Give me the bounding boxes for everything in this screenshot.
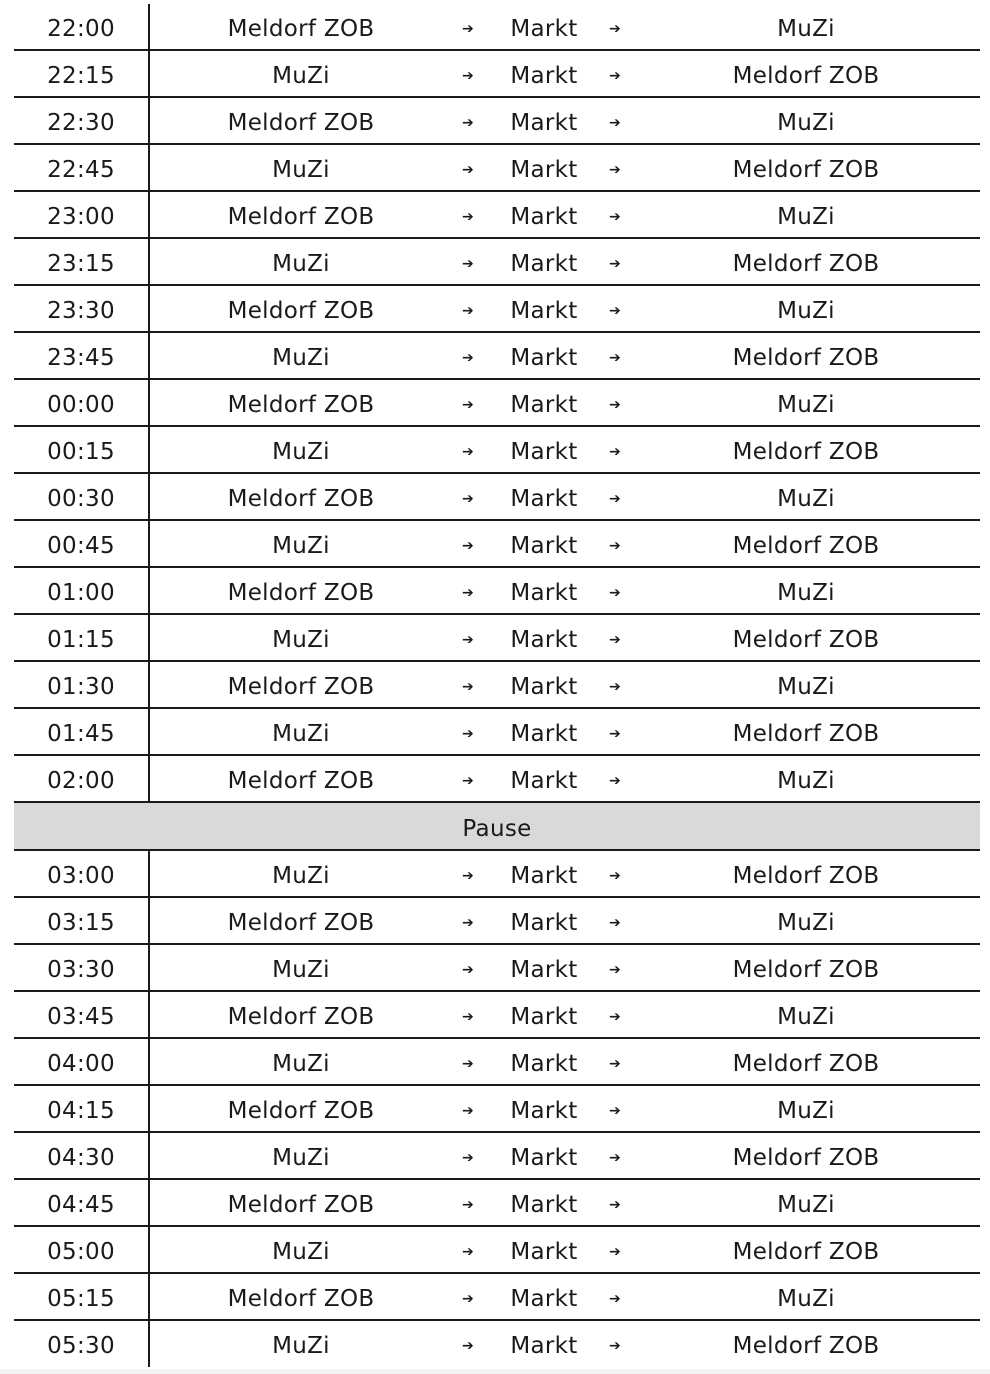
origin-stop: Meldorf ZOB (227, 1192, 375, 1218)
arrow-icon: ➔ (608, 538, 622, 554)
schedule-row (14, 851, 980, 898)
via-stop: Markt (510, 533, 578, 559)
departure-time: 04:00 (14, 1039, 150, 1086)
arrow-icon: ➔ (608, 1338, 622, 1354)
via-stop: Markt (510, 1239, 578, 1265)
arrow-icon: ➔ (461, 256, 475, 272)
destination-stop: MuZi (777, 204, 835, 230)
origin-stop: Meldorf ZOB (227, 110, 375, 136)
destination-stop: MuZi (777, 298, 835, 324)
arrow-icon: ➔ (608, 1291, 622, 1307)
destination-stop: MuZi (777, 16, 835, 42)
origin-stop: MuZi (272, 957, 330, 983)
via-stop: Markt (510, 627, 578, 653)
destination-stop: MuZi (777, 674, 835, 700)
destination-stop: Meldorf ZOB (732, 251, 880, 277)
departure-time: 03:15 (14, 898, 150, 945)
via-stop: Markt (510, 1051, 578, 1077)
arrow-icon: ➔ (461, 397, 475, 413)
destination-stop: Meldorf ZOB (732, 957, 880, 983)
origin-stop: Meldorf ZOB (227, 486, 375, 512)
destination-stop: Meldorf ZOB (732, 721, 880, 747)
schedule-row (14, 898, 980, 945)
schedule-row (14, 51, 980, 98)
schedule-row (14, 333, 980, 380)
arrow-icon: ➔ (461, 162, 475, 178)
arrow-icon: ➔ (461, 538, 475, 554)
arrow-icon: ➔ (608, 303, 622, 319)
departure-time: 02:00 (14, 756, 150, 803)
via-stop: Markt (510, 910, 578, 936)
schedule-row (14, 98, 980, 145)
via-stop: Markt (510, 486, 578, 512)
destination-stop: MuZi (777, 486, 835, 512)
origin-stop: Meldorf ZOB (227, 580, 375, 606)
departure-time: 22:45 (14, 145, 150, 192)
arrow-icon: ➔ (608, 350, 622, 366)
origin-stop: MuZi (272, 439, 330, 465)
origin-stop: MuZi (272, 63, 330, 89)
arrow-icon: ➔ (608, 679, 622, 695)
destination-stop: Meldorf ZOB (732, 157, 880, 183)
destination-stop: MuZi (777, 768, 835, 794)
arrow-icon: ➔ (608, 256, 622, 272)
arrow-icon: ➔ (461, 21, 475, 37)
schedule-row (14, 239, 980, 286)
origin-stop: Meldorf ZOB (227, 1286, 375, 1312)
origin-stop: Meldorf ZOB (227, 910, 375, 936)
departure-time: 03:30 (14, 945, 150, 992)
via-stop: Markt (510, 1004, 578, 1030)
arrow-icon: ➔ (461, 915, 475, 931)
departure-time: 22:00 (14, 4, 150, 51)
via-stop: Markt (510, 957, 578, 983)
arrow-icon: ➔ (608, 585, 622, 601)
arrow-icon: ➔ (608, 632, 622, 648)
schedule-row (14, 615, 980, 662)
schedule-row (14, 1133, 980, 1180)
departure-time: 01:45 (14, 709, 150, 756)
origin-stop: MuZi (272, 863, 330, 889)
via-stop: Markt (510, 863, 578, 889)
origin-stop: Meldorf ZOB (227, 1004, 375, 1030)
schedule-row (14, 521, 980, 568)
departure-time: 01:30 (14, 662, 150, 709)
departure-time: 05:00 (14, 1227, 150, 1274)
schedule-row (14, 145, 980, 192)
arrow-icon: ➔ (461, 1103, 475, 1119)
origin-stop: Meldorf ZOB (227, 204, 375, 230)
schedule-row (14, 192, 980, 239)
arrow-icon: ➔ (461, 1009, 475, 1025)
arrow-icon: ➔ (461, 350, 475, 366)
schedule-row (14, 286, 980, 333)
departure-time: 23:00 (14, 192, 150, 239)
schedule-row (14, 1039, 980, 1086)
departure-time: 23:45 (14, 333, 150, 380)
arrow-icon: ➔ (461, 68, 475, 84)
schedule-row (14, 4, 980, 51)
arrow-icon: ➔ (461, 679, 475, 695)
via-stop: Markt (510, 1192, 578, 1218)
departure-time: 01:15 (14, 615, 150, 662)
origin-stop: MuZi (272, 345, 330, 371)
arrow-icon: ➔ (608, 444, 622, 460)
via-stop: Markt (510, 110, 578, 136)
via-stop: Markt (510, 204, 578, 230)
schedule-row (14, 992, 980, 1039)
origin-stop: Meldorf ZOB (227, 16, 375, 42)
schedule-row (14, 1274, 980, 1321)
via-stop: Markt (510, 721, 578, 747)
via-stop: Markt (510, 345, 578, 371)
departure-time: 04:45 (14, 1180, 150, 1227)
departure-time: 00:00 (14, 380, 150, 427)
destination-stop: Meldorf ZOB (732, 1145, 880, 1171)
arrow-icon: ➔ (608, 1056, 622, 1072)
origin-stop: Meldorf ZOB (227, 298, 375, 324)
schedule-section-before-pause (14, 4, 980, 803)
departure-time: 04:30 (14, 1133, 150, 1180)
schedule-row (14, 380, 980, 427)
schedule-row (14, 1086, 980, 1133)
schedule-section-after-pause (14, 851, 980, 1367)
arrow-icon: ➔ (461, 1197, 475, 1213)
arrow-icon: ➔ (608, 915, 622, 931)
arrow-icon: ➔ (461, 773, 475, 789)
via-stop: Markt (510, 1333, 578, 1359)
arrow-icon: ➔ (461, 209, 475, 225)
origin-stop: Meldorf ZOB (227, 392, 375, 418)
via-stop: Markt (510, 251, 578, 277)
origin-stop: Meldorf ZOB (227, 1098, 375, 1124)
origin-stop: MuZi (272, 533, 330, 559)
arrow-icon: ➔ (461, 1056, 475, 1072)
origin-stop: Meldorf ZOB (227, 674, 375, 700)
origin-stop: MuZi (272, 1333, 330, 1359)
arrow-icon: ➔ (608, 962, 622, 978)
destination-stop: Meldorf ZOB (732, 863, 880, 889)
arrow-icon: ➔ (608, 1150, 622, 1166)
schedule-row (14, 1321, 980, 1367)
arrow-icon: ➔ (461, 444, 475, 460)
schedule-row (14, 662, 980, 709)
via-stop: Markt (510, 157, 578, 183)
destination-stop: Meldorf ZOB (732, 345, 880, 371)
arrow-icon: ➔ (608, 773, 622, 789)
destination-stop: MuZi (777, 392, 835, 418)
via-stop: Markt (510, 1286, 578, 1312)
destination-stop: Meldorf ZOB (732, 533, 880, 559)
arrow-icon: ➔ (608, 21, 622, 37)
origin-stop: MuZi (272, 1145, 330, 1171)
arrow-icon: ➔ (608, 1197, 622, 1213)
via-stop: Markt (510, 63, 578, 89)
arrow-icon: ➔ (608, 209, 622, 225)
arrow-icon: ➔ (461, 962, 475, 978)
origin-stop: MuZi (272, 251, 330, 277)
pause-row: Pause (14, 803, 980, 851)
page-bottom-strip (0, 1369, 990, 1374)
via-stop: Markt (510, 16, 578, 42)
schedule-row (14, 756, 980, 803)
origin-stop: MuZi (272, 1051, 330, 1077)
schedule-row (14, 474, 980, 521)
destination-stop: MuZi (777, 910, 835, 936)
departure-time: 00:30 (14, 474, 150, 521)
departure-time: 22:15 (14, 51, 150, 98)
origin-stop: MuZi (272, 157, 330, 183)
destination-stop: Meldorf ZOB (732, 1239, 880, 1265)
origin-stop: MuZi (272, 1239, 330, 1265)
via-stop: Markt (510, 580, 578, 606)
destination-stop: MuZi (777, 1192, 835, 1218)
arrow-icon: ➔ (608, 491, 622, 507)
schedule-table (14, 4, 980, 1367)
arrow-icon: ➔ (461, 115, 475, 131)
departure-time: 23:15 (14, 239, 150, 286)
schedule-row (14, 945, 980, 992)
destination-stop: Meldorf ZOB (732, 1051, 880, 1077)
destination-stop: Meldorf ZOB (732, 439, 880, 465)
via-stop: Markt (510, 439, 578, 465)
arrow-icon: ➔ (461, 868, 475, 884)
via-stop: Markt (510, 674, 578, 700)
departure-time: 01:00 (14, 568, 150, 615)
arrow-icon: ➔ (461, 585, 475, 601)
origin-stop: Meldorf ZOB (227, 768, 375, 794)
arrow-icon: ➔ (608, 162, 622, 178)
departure-time: 04:15 (14, 1086, 150, 1133)
arrow-icon: ➔ (608, 1009, 622, 1025)
arrow-icon: ➔ (608, 726, 622, 742)
schedule-row (14, 1180, 980, 1227)
arrow-icon: ➔ (461, 1244, 475, 1260)
schedule-row (14, 709, 980, 756)
arrow-icon: ➔ (608, 868, 622, 884)
departure-time: 05:30 (14, 1321, 150, 1367)
arrow-icon: ➔ (461, 1150, 475, 1166)
departure-time: 00:15 (14, 427, 150, 474)
arrow-icon: ➔ (461, 303, 475, 319)
destination-stop: MuZi (777, 110, 835, 136)
destination-stop: Meldorf ZOB (732, 1333, 880, 1359)
arrow-icon: ➔ (461, 726, 475, 742)
arrow-icon: ➔ (461, 632, 475, 648)
arrow-icon: ➔ (461, 491, 475, 507)
destination-stop: MuZi (777, 1004, 835, 1030)
arrow-icon: ➔ (608, 1103, 622, 1119)
departure-time: 03:45 (14, 992, 150, 1039)
origin-stop: MuZi (272, 627, 330, 653)
via-stop: Markt (510, 1098, 578, 1124)
destination-stop: MuZi (777, 1286, 835, 1312)
destination-stop: Meldorf ZOB (732, 627, 880, 653)
departure-time: 23:30 (14, 286, 150, 333)
departure-time: 22:30 (14, 98, 150, 145)
destination-stop: Meldorf ZOB (732, 63, 880, 89)
arrow-icon: ➔ (461, 1291, 475, 1307)
arrow-icon: ➔ (608, 68, 622, 84)
via-stop: Markt (510, 768, 578, 794)
destination-stop: MuZi (777, 1098, 835, 1124)
via-stop: Markt (510, 1145, 578, 1171)
departure-time: 00:45 (14, 521, 150, 568)
origin-stop: MuZi (272, 721, 330, 747)
destination-stop: MuZi (777, 580, 835, 606)
schedule-row (14, 568, 980, 615)
schedule-row (14, 1227, 980, 1274)
arrow-icon: ➔ (461, 1338, 475, 1354)
schedule-row (14, 427, 980, 474)
arrow-icon: ➔ (608, 115, 622, 131)
via-stop: Markt (510, 392, 578, 418)
departure-time: 03:00 (14, 851, 150, 898)
arrow-icon: ➔ (608, 1244, 622, 1260)
arrow-icon: ➔ (608, 397, 622, 413)
via-stop: Markt (510, 298, 578, 324)
departure-time: 05:15 (14, 1274, 150, 1321)
